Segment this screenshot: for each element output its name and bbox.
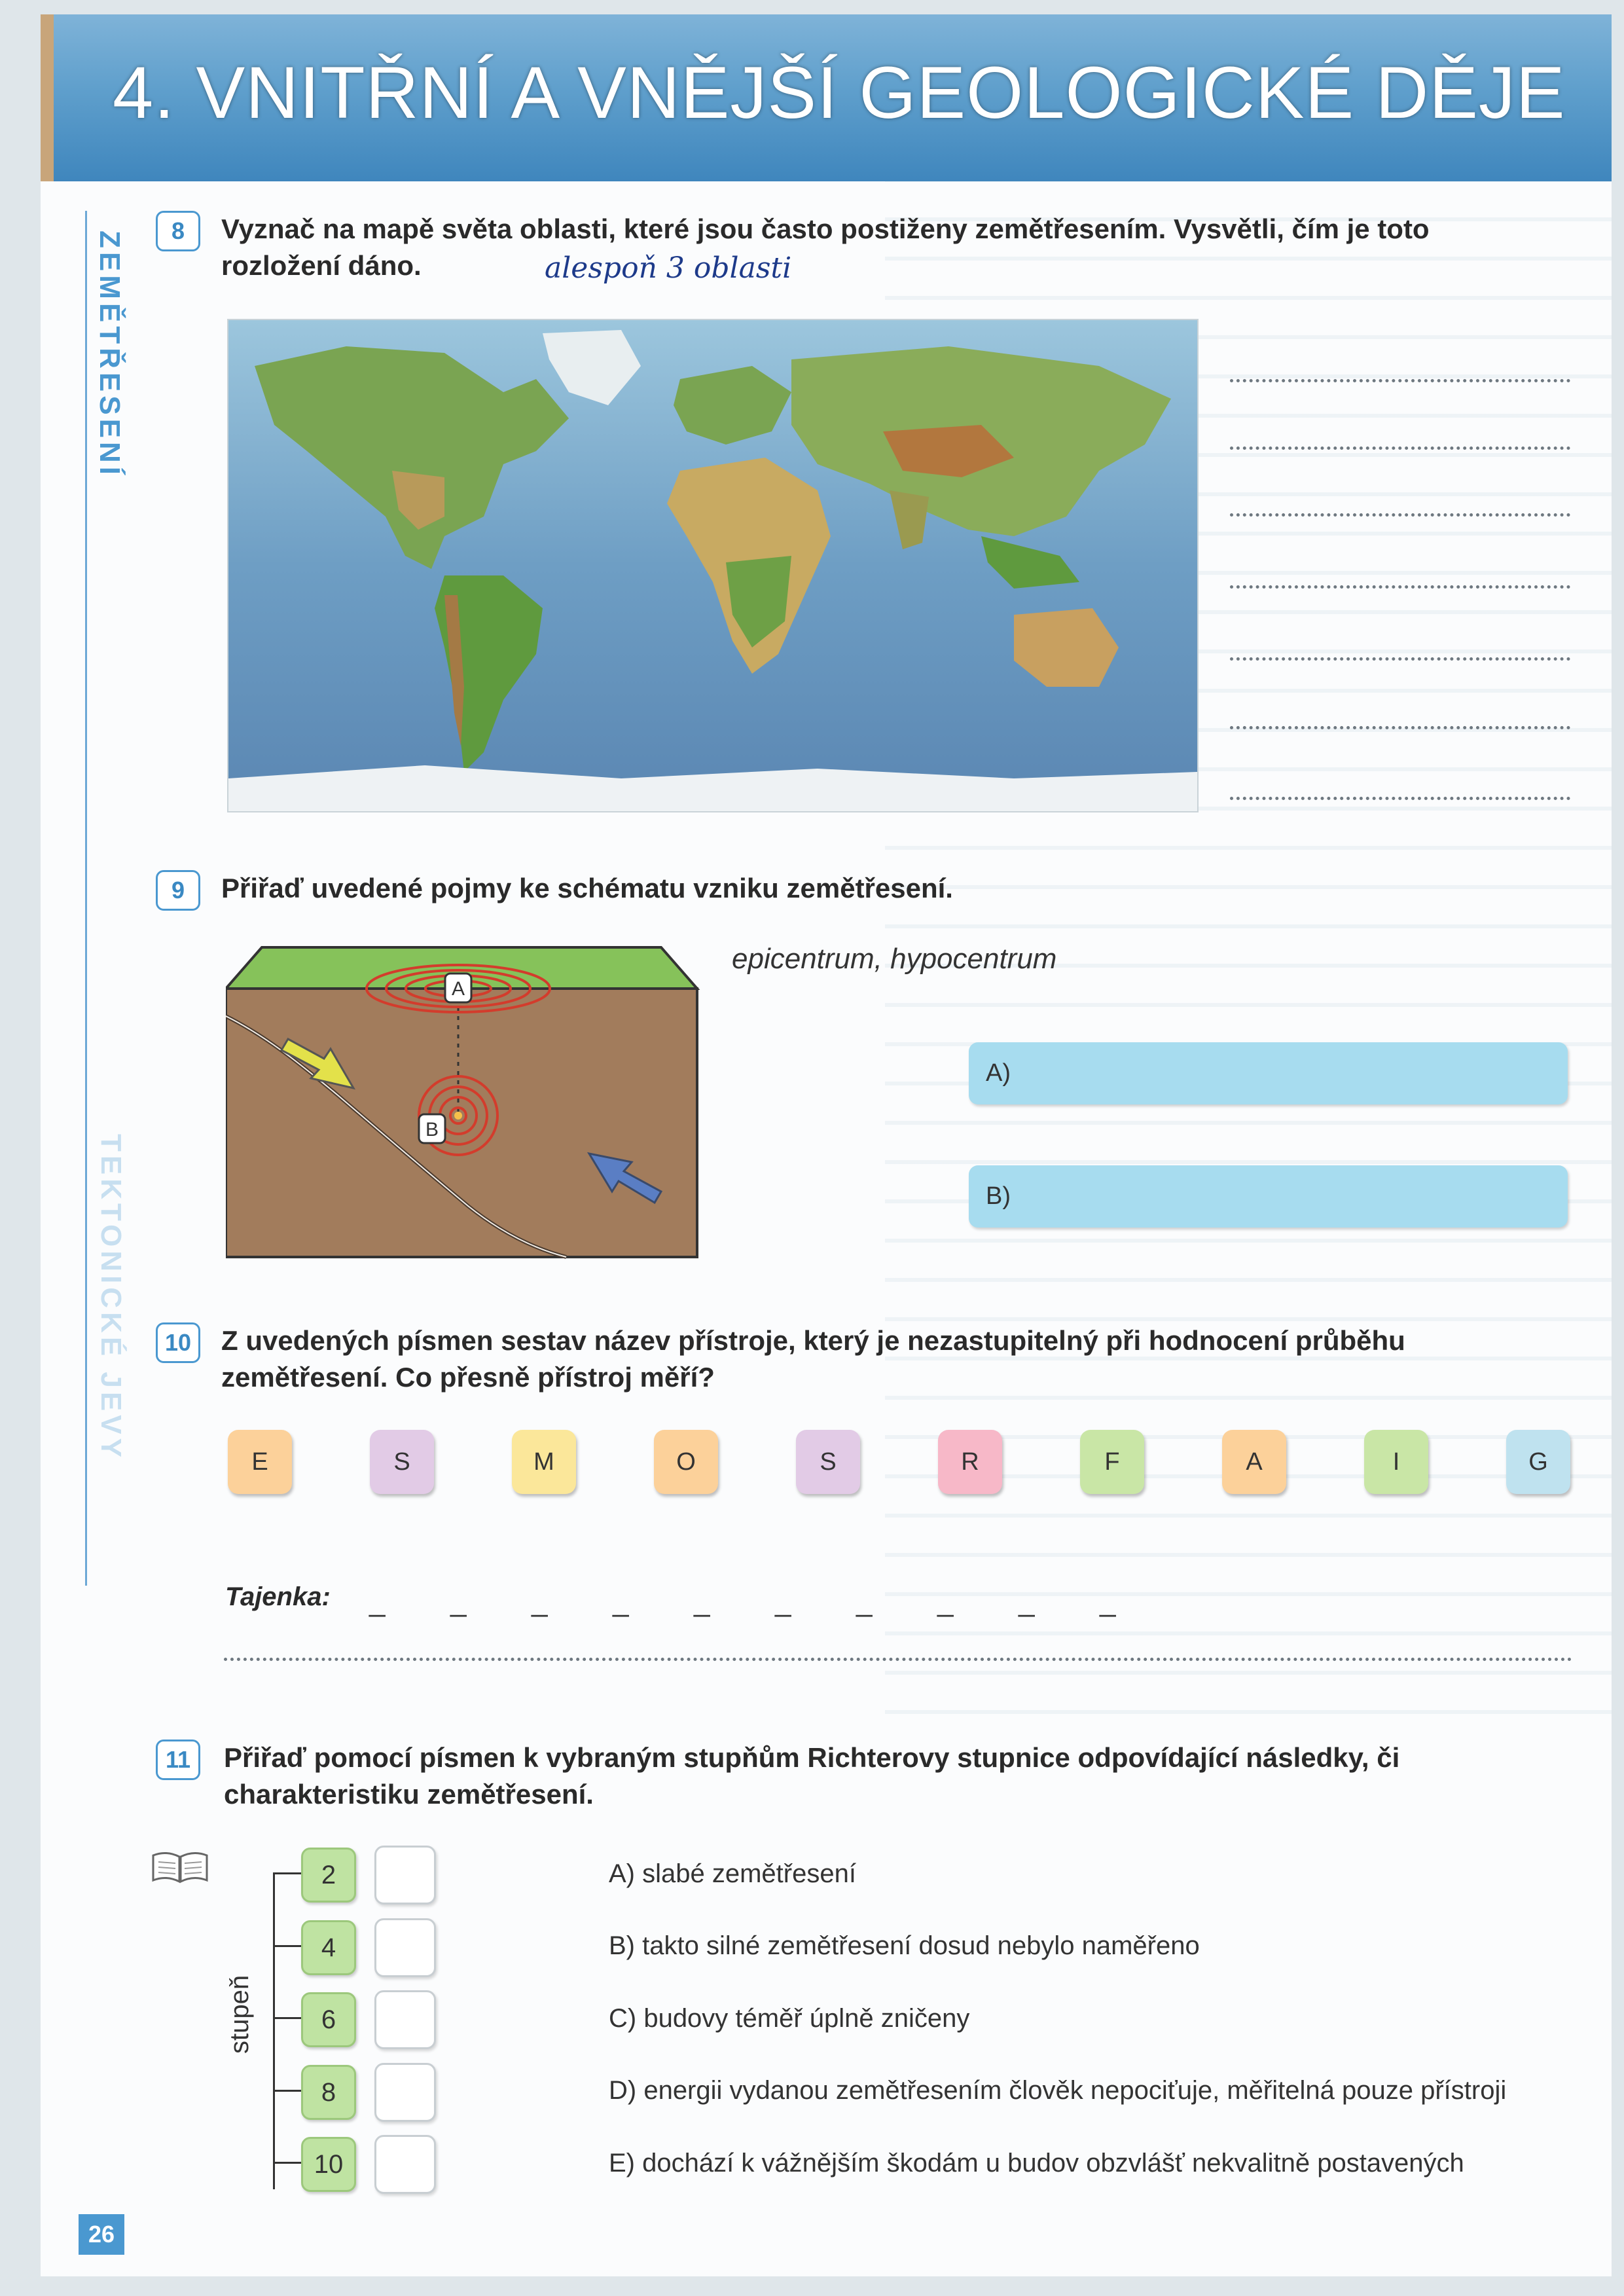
bracket-tick — [273, 2090, 302, 2092]
side-tab-faded: TEKTONICKÉ JEVY — [95, 1134, 127, 1461]
answer-letter-box[interactable] — [374, 1846, 436, 1904]
question-number-8: 8 — [156, 211, 200, 251]
workbook-page — [41, 14, 1612, 2276]
option-d: D) energii vydanou zemětřesením člověk nepociťuje, měřitelná pouze přístroji — [609, 2076, 1507, 2105]
letter-tile[interactable]: E — [228, 1430, 292, 1494]
tajenka-blank[interactable]: _ — [369, 1586, 386, 1618]
option-c: C) budovy téměř úplně zničeny — [609, 2004, 970, 2033]
bracket-tick — [273, 2017, 302, 2019]
answer-a-label: A) — [986, 1059, 1011, 1087]
page-number: 26 — [79, 2214, 124, 2255]
question-11-text — [224, 1740, 1572, 1813]
letter-tile[interactable]: M — [512, 1430, 576, 1494]
tajenka-blank[interactable]: _ — [856, 1586, 873, 1618]
answer-box-a[interactable] — [969, 1042, 1568, 1104]
scale-degree: 4 — [301, 1920, 356, 1975]
answer-line-7[interactable] — [1230, 795, 1570, 800]
world-map[interactable] — [227, 319, 1199, 812]
side-divider — [85, 211, 87, 1586]
question-8-line2: rozložení dáno. — [221, 250, 422, 281]
answer-line-4[interactable] — [1230, 584, 1570, 589]
letter-tile[interactable]: F — [1080, 1430, 1144, 1494]
scale-degree: 10 — [301, 2137, 356, 2192]
tajenka-blank[interactable]: _ — [1100, 1586, 1116, 1618]
answer-b-label: B) — [986, 1182, 1011, 1210]
measure-answer-line[interactable] — [224, 1658, 1572, 1661]
handwritten-note: alespoň 3 oblasti — [545, 251, 792, 285]
question-number-10: 10 — [156, 1322, 200, 1363]
chapter-header — [41, 14, 1612, 181]
answer-letter-box[interactable] — [374, 1990, 436, 2049]
bracket-tick — [273, 2162, 302, 2164]
header-accent — [41, 14, 54, 181]
question-number-9: 9 — [156, 870, 200, 911]
side-tab-active: ZEMĚTŘESENÍ — [94, 230, 126, 479]
tajenka-blank[interactable]: _ — [450, 1586, 467, 1618]
option-b: B) takto silné zemětřesení dosud nebylo naměřeno — [609, 1931, 1200, 1960]
letter-tile[interactable]: A — [1222, 1430, 1286, 1494]
letter-tile[interactable]: G — [1506, 1430, 1570, 1494]
tajenka-blank[interactable]: _ — [694, 1586, 710, 1618]
question-10-text — [221, 1322, 1570, 1396]
terms-list: epicentrum, hypocentrum — [732, 943, 1057, 975]
question-8-text — [221, 211, 1570, 284]
question-8-line1: Vyznač na mapě světa oblasti, které jsou často postiženy zemětřesením. Vysvětli, čím je toto — [221, 213, 1430, 244]
answer-line-5[interactable] — [1230, 656, 1570, 661]
answer-letter-box[interactable] — [374, 2135, 436, 2194]
scale-degree: 6 — [301, 1992, 356, 2047]
question-11-line1: Přiřaď pomocí písmen k vybraným stupňům Richterovy stupnice odpovídající následky, či — [224, 1742, 1400, 1773]
svg-text:A: A — [451, 978, 465, 1000]
answer-line-6[interactable] — [1230, 725, 1570, 729]
book-icon — [151, 1849, 209, 1886]
answer-letter-box[interactable] — [374, 1918, 436, 1977]
tajenka-label: Tajenka: — [225, 1582, 331, 1611]
label-b — [419, 1114, 445, 1143]
answer-line-1[interactable] — [1230, 378, 1570, 382]
tajenka-blank[interactable]: _ — [532, 1586, 548, 1618]
earthquake-diagram — [226, 944, 704, 1271]
letter-tile[interactable]: I — [1364, 1430, 1428, 1494]
option-e: E) dochází k vážnějším škodám u budov obzvlášť nekvalitně postavených — [609, 2149, 1464, 2178]
tajenka-blank[interactable]: _ — [613, 1586, 629, 1618]
question-10-line2: zemětřesení. Co přesně přístroj měří? — [221, 1362, 715, 1393]
scale-degree: 2 — [301, 1848, 356, 1903]
question-10-line1: Z uvedených písmen sestav název přístroje, který je nezastupitelný při hodnocení průběhu — [221, 1325, 1405, 1356]
tajenka-blank[interactable]: _ — [1019, 1586, 1035, 1618]
chapter-title: 4. VNITŘNÍ A VNĚJŠÍ GEOLOGICKÉ DĚJE — [113, 52, 1566, 134]
answer-letter-box[interactable] — [374, 2063, 436, 2122]
scale-degree: 8 — [301, 2065, 356, 2120]
scale-bracket — [273, 1872, 275, 2189]
svg-text:B: B — [425, 1119, 439, 1140]
tajenka-blank[interactable]: _ — [937, 1586, 954, 1618]
answer-box-b[interactable] — [969, 1165, 1568, 1228]
tajenka-blank[interactable]: _ — [775, 1586, 791, 1618]
question-9-text: Přiřaď uvedené pojmy ke schématu vzniku zemětřesení. — [221, 873, 953, 903]
letter-tile[interactable]: S — [370, 1430, 434, 1494]
letter-tile[interactable]: R — [938, 1430, 1002, 1494]
label-a — [445, 974, 471, 1002]
option-a: A) slabé zemětřesení — [609, 1859, 856, 1888]
letter-tile[interactable]: O — [654, 1430, 718, 1494]
question-11-line2: charakteristiku zemětřesení. — [224, 1779, 594, 1810]
bracket-tick — [273, 1872, 302, 1874]
bracket-tick — [273, 1945, 302, 1947]
letter-tile[interactable]: S — [796, 1430, 860, 1494]
answer-line-3[interactable] — [1230, 512, 1570, 517]
question-number-11: 11 — [156, 1740, 200, 1780]
answer-line-2[interactable] — [1230, 445, 1570, 450]
scale-axis-label: stupeň — [225, 1975, 254, 2054]
